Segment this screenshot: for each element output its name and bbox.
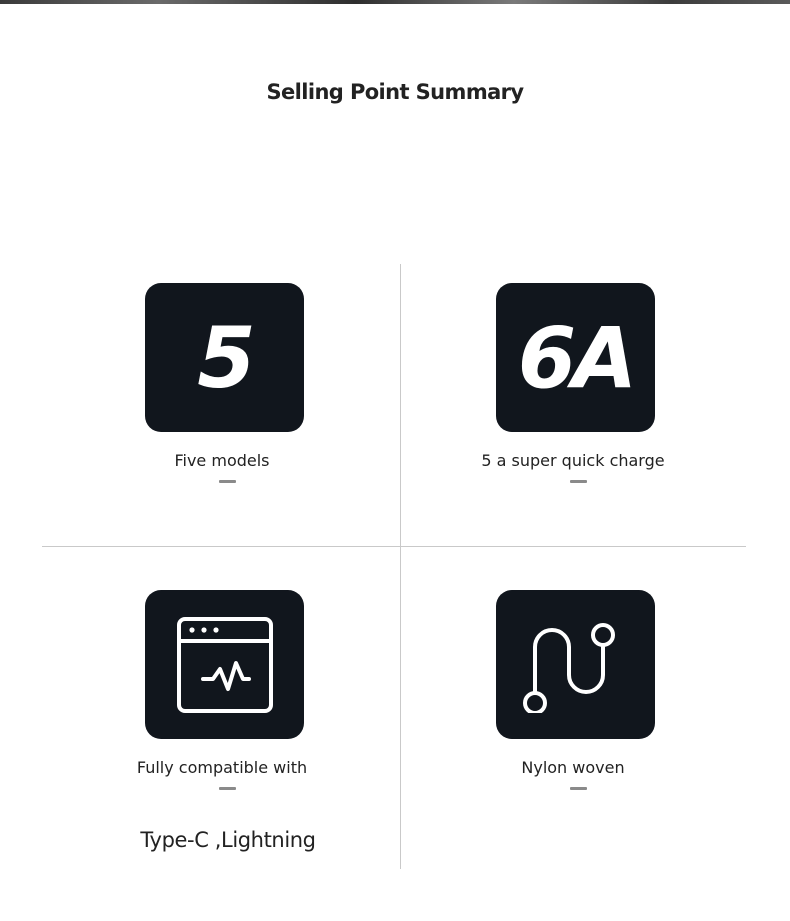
- feature-tile: [145, 283, 304, 432]
- six-a-glyph: 6A: [517, 308, 634, 407]
- page-title: Selling Point Summary: [266, 80, 524, 104]
- feature-quick-charge: [398, 283, 758, 470]
- top-banner-strip: [0, 0, 790, 4]
- feature-dash: [570, 787, 587, 790]
- feature-nylon-woven: [398, 590, 758, 777]
- five-glyph: 5: [197, 308, 252, 407]
- feature-dash: [219, 787, 236, 790]
- cable-route-icon: [521, 617, 631, 713]
- feature-dash: [219, 480, 236, 483]
- feature-dash: [570, 480, 587, 483]
- feature-compatibility: [48, 590, 408, 777]
- feature-tile: [145, 590, 304, 739]
- feature-label: Five models: [174, 451, 270, 470]
- browser-activity-icon: [177, 617, 273, 713]
- feature-five-models: [48, 283, 408, 470]
- feature-label: 5 a super quick charge: [481, 451, 665, 470]
- grid-divider-horizontal: [42, 546, 746, 547]
- feature-label: Nylon woven: [521, 758, 625, 777]
- feature-tile: [496, 590, 655, 739]
- feature-label: Fully compatible with: [136, 758, 308, 777]
- feature-tile: [496, 283, 655, 432]
- compatibility-note: Type-C ,Lightning: [140, 828, 316, 852]
